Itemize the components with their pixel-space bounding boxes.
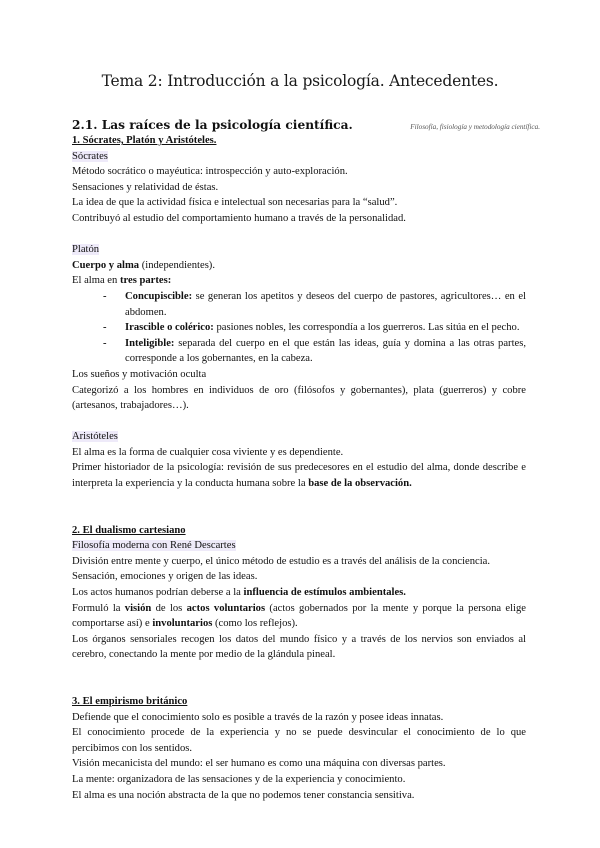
- text: (como los reflejos).: [212, 618, 298, 630]
- list-item: [103, 336, 526, 367]
- socrates-line: Contribuyó al estudio del comportamiento humano a través de la personalidad.: [72, 212, 406, 224]
- part1-heading: 1. Sócrates, Platón y Aristóteles.: [72, 135, 217, 146]
- bold-text: actos voluntarios: [186, 602, 266, 614]
- part3-line: Visión mecanicista del mundo: el ser humano es como una máquina con diversas partes.: [72, 758, 446, 770]
- platon-line-4: Categorizó a los hombres en individuos de oro (filósofos y gobernantes), plata (guerreros) y cobre (artesanos, trabajadores…).: [72, 384, 526, 412]
- spacer: [72, 227, 526, 243]
- part2-line-1: División entre mente y cuerpo, el único método de estudio es a través del análisis de la conciencia.: [72, 555, 491, 567]
- part3-line: La mente: organizadora de las sensaciones y de la experiencia y conocimiento.: [72, 773, 406, 785]
- part3-line: Defiende que el conocimiento solo es posible a través de la razón y posee ideas innatas.: [72, 711, 444, 723]
- document-body: [72, 118, 540, 803]
- bold-term: Concupiscible:: [125, 290, 193, 302]
- bold-term: Inteligible:: [125, 337, 175, 349]
- socrates-name-line: [72, 149, 526, 165]
- part2-heading: 2. El dualismo cartesiano: [72, 524, 186, 536]
- text: se generan los apetitos y deseos del cuerpo de pastores, agricultores… en el abdomen.: [125, 290, 526, 318]
- part3-line: El alma es una noción abstracta de la que no podemos tener constancia sensitiva.: [72, 789, 415, 801]
- platon-name: Platón: [72, 244, 100, 256]
- section-heading-text: 2.1. Las raíces de la psicología científica.: [72, 118, 353, 132]
- platon-line-3: Los sueños y motivación oculta: [72, 368, 207, 380]
- socrates-line: La idea de que la actividad física e intelectual son necesarias para la “salud”.: [72, 197, 398, 209]
- text: (independientes).: [139, 259, 215, 271]
- bold-text: tres partes:: [119, 275, 172, 287]
- aristoteles-name-line: [72, 429, 526, 445]
- platon-line-1: [72, 258, 526, 274]
- socrates-name: Sócrates: [72, 150, 108, 162]
- text: (actos gobernados por la mente y porque la persona elige comportarse así) e: [72, 602, 526, 630]
- text: de los: [151, 602, 187, 614]
- part2-line-3: [72, 585, 526, 601]
- part2-line-5: Los órganos sensoriales recogen los datos del mundo físico y a través de los nervios son enviados al cerebro, conectando la mente por medio de la glándula pineal.: [72, 633, 526, 661]
- bold-text: visión: [124, 602, 152, 614]
- text: pasiones nobles, les correspondía a los guerreros. Las sitúa en el pecho.: [213, 322, 520, 334]
- part3-heading: 3. El empirismo británico: [72, 696, 188, 707]
- bold-text: involuntarios: [152, 618, 213, 630]
- platon-name-line: [72, 242, 526, 258]
- text: Primer historiador de la psicología: revisión de sus predecesores en el estudio del alma, donde describe e interpreta la experiencia y la conducta humana sobre la: [72, 462, 526, 490]
- section-note: Filosofía, fisiología y metodología científica.: [410, 123, 540, 131]
- aristoteles-line-2: [72, 460, 526, 491]
- text: Formuló la: [72, 602, 125, 614]
- list-item: [103, 289, 526, 320]
- part3-line: El conocimiento procede de la experiencia y no se puede desvincular el conocimiento de lo que percibimos con los sentidos.: [72, 727, 526, 754]
- part2-line-2: Sensación, emociones y origen de las ideas.: [72, 571, 258, 583]
- text: Los actos humanos podrían deberse a la: [72, 587, 244, 599]
- soul-parts-list: [72, 289, 526, 367]
- spacer: [72, 414, 526, 430]
- part2-subtitle-line: [72, 538, 526, 554]
- socrates-line: Sensaciones y relatividad de éstas.: [72, 181, 219, 193]
- text: El alma en: [72, 275, 120, 287]
- bold-text: Cuerpo y alma: [72, 259, 140, 271]
- bold-text: base de la observación.: [308, 478, 412, 490]
- part2-line-4: [72, 601, 526, 632]
- spacer: [72, 492, 526, 523]
- platon-line-2: [72, 273, 526, 289]
- page-title: Tema 2: Introducción a la psicología. Antecedentes.: [101, 72, 499, 90]
- aristoteles-line-1: El alma es la forma de cualquier cosa viviente y es dependiente.: [72, 446, 344, 458]
- spacer: [72, 663, 526, 694]
- section-heading: [72, 118, 540, 133]
- bold-text: influencia de estímulos ambientales.: [243, 587, 406, 599]
- list-item: [103, 320, 526, 336]
- part2-subtitle: Filosofía moderna con René Descartes: [72, 540, 236, 552]
- text: separada del cuerpo en el que están las ideas, guía y domina a las otras partes, corresponde a los gobernantes, en la cabeza.: [125, 337, 526, 365]
- aristoteles-name: Aristóteles: [72, 431, 118, 443]
- socrates-line: Método socrático o mayéutica: introspección y auto-exploración.: [72, 166, 348, 178]
- bold-term: Irascible o colérico:: [125, 322, 214, 334]
